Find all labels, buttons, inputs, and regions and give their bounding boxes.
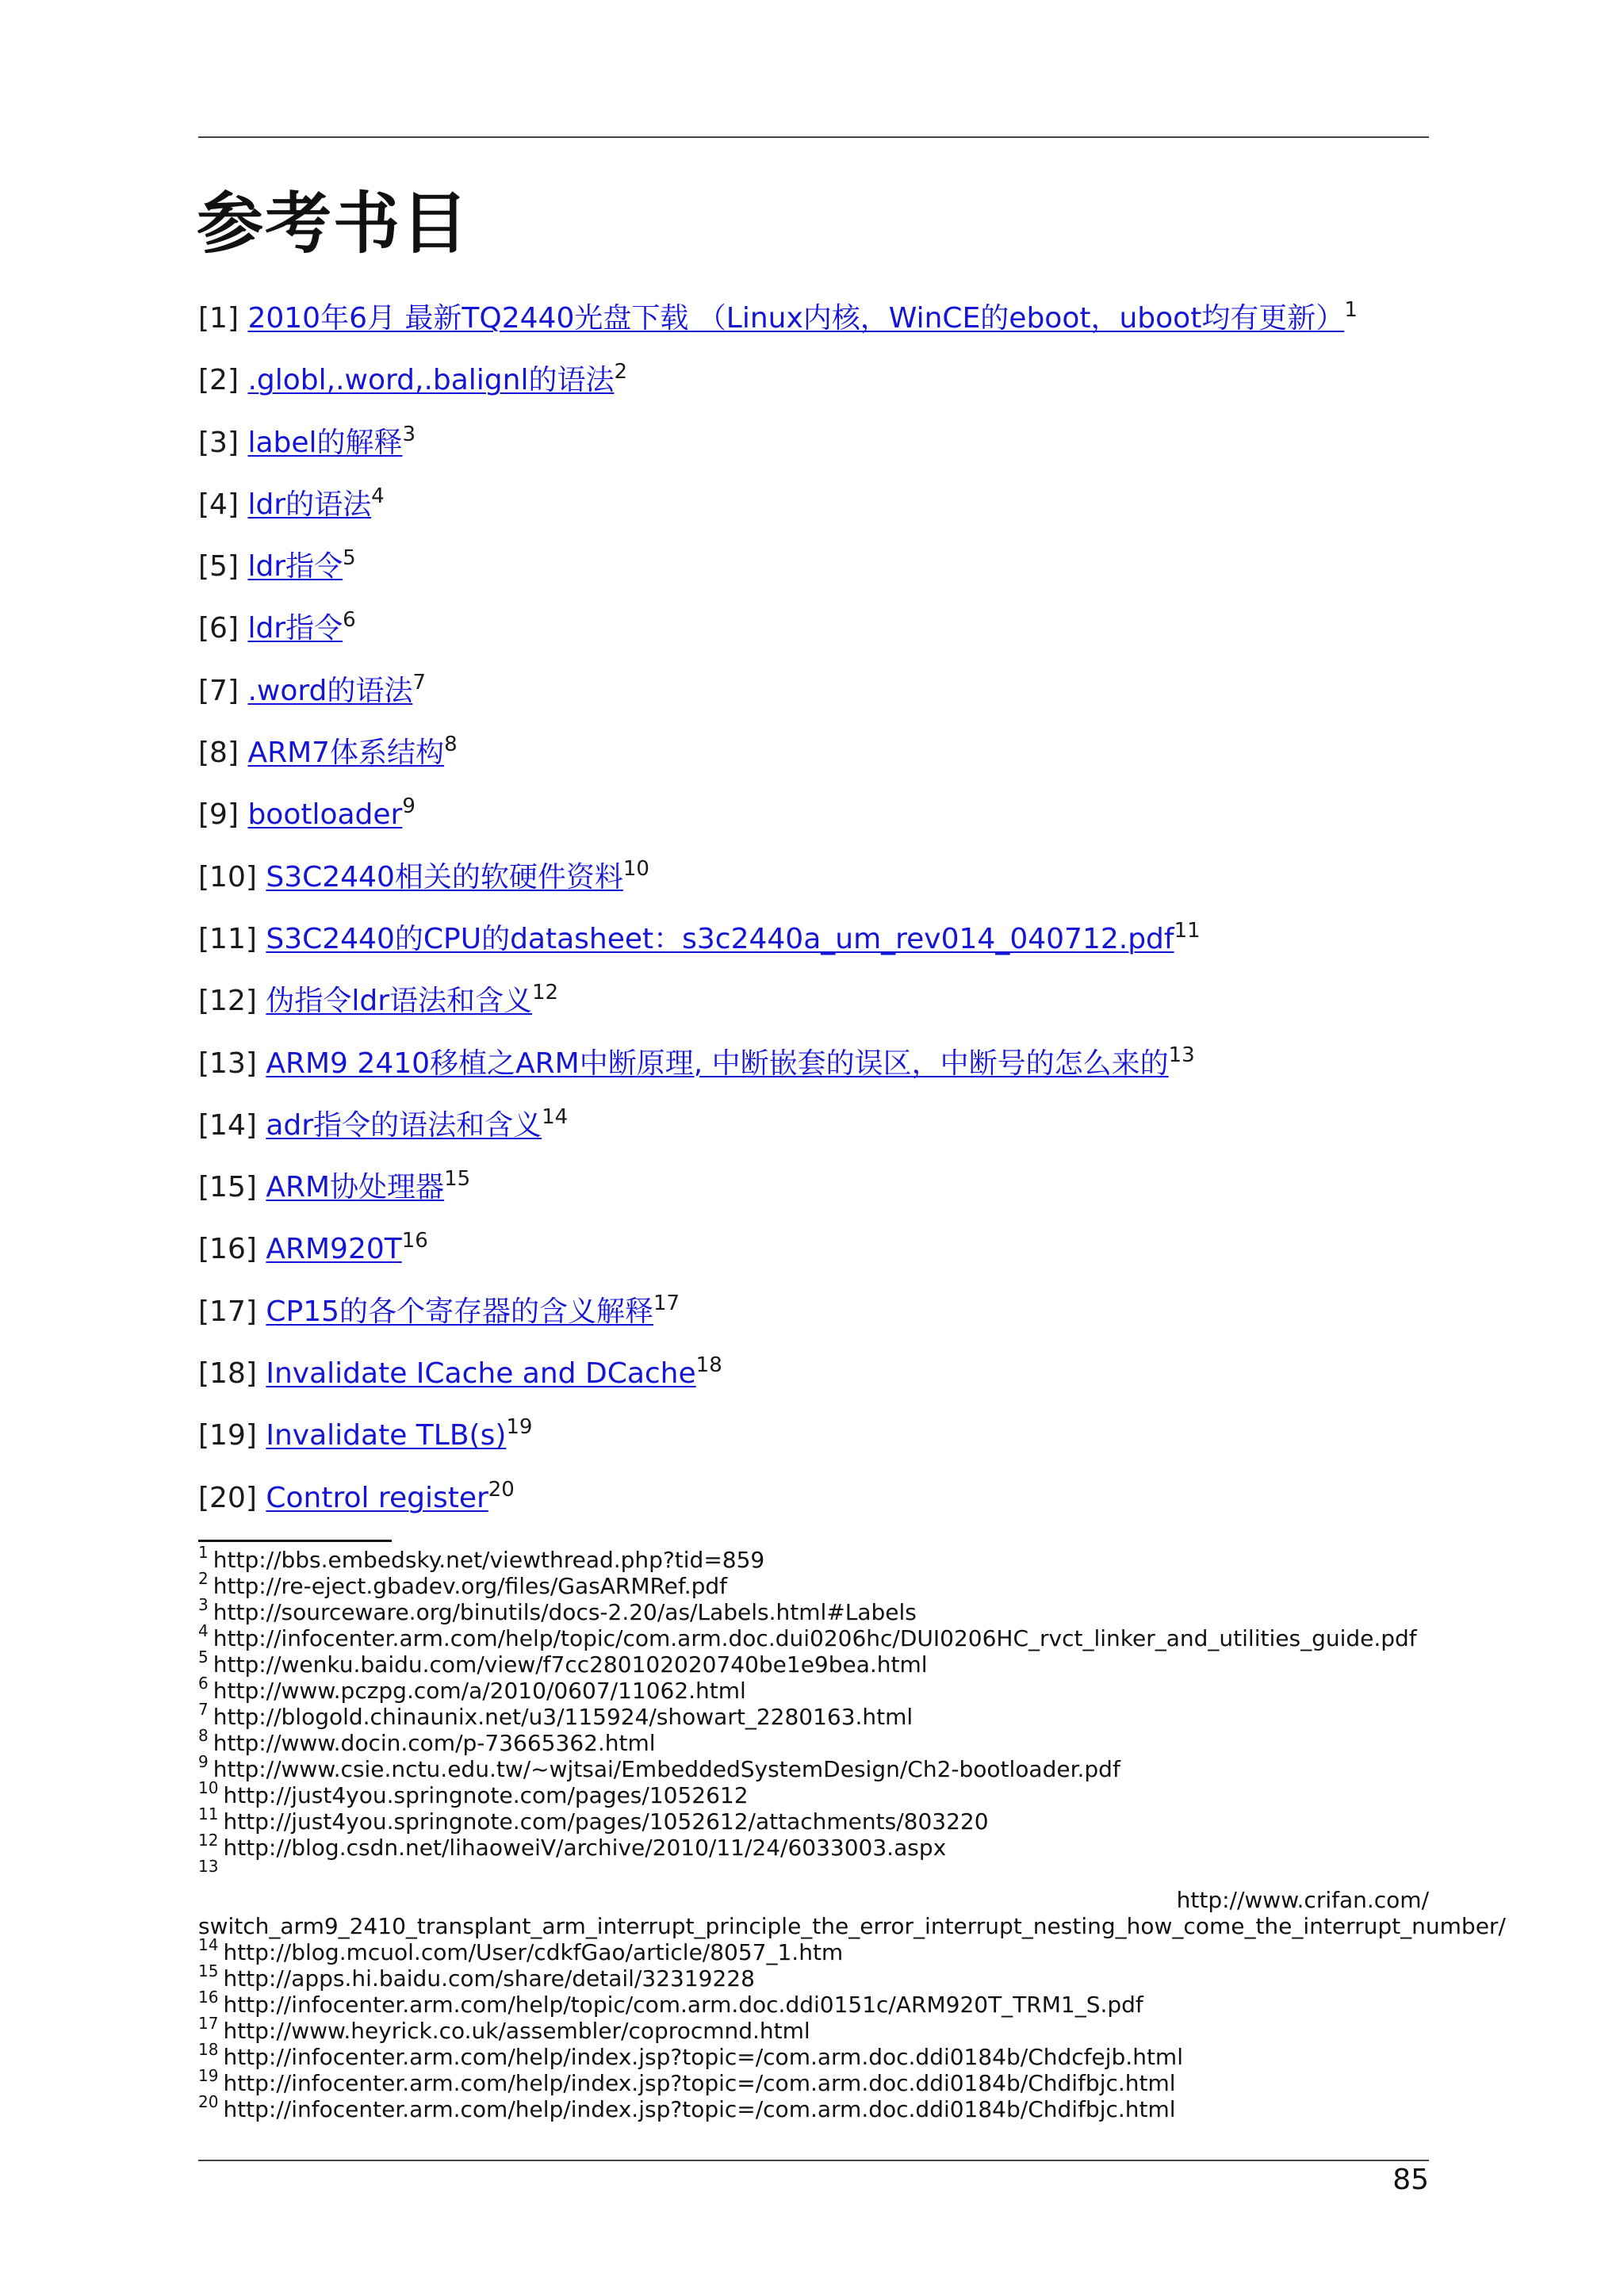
- footnote-marker[interactable]: 9: [402, 794, 416, 819]
- footnote-url[interactable]: http://blog.mcuol.com/User/cdkfGao/article/8057_1.htm: [223, 1939, 844, 1965]
- reference-link[interactable]: ldr的语法: [247, 488, 372, 521]
- footnote-marker[interactable]: 8: [444, 733, 458, 757]
- footnote-url[interactable]: http://infocenter.arm.com/help/topic/com.arm.doc.ddi0151c/ARM920T_TRM1_S.pdf: [223, 1992, 1143, 2018]
- reference-list: [198, 295, 1435, 1536]
- footnote-marker[interactable]: 19: [506, 1415, 533, 1440]
- footnote-number: 1: [198, 1543, 209, 1562]
- reference-number: [16]: [198, 1233, 257, 1266]
- reference-link[interactable]: CP15的各个寄存器的含义解释: [266, 1295, 654, 1328]
- footnote-url-line[interactable]: http://www.crifan.com/: [1176, 1887, 1429, 1913]
- reference-link[interactable]: 2010年6月 最新TQ2440光盘下载 （Linux内核，WinCE的eboot，uboot均有更新）: [247, 302, 1345, 335]
- reference-link[interactable]: S3C2440相关的软硬件资料: [266, 860, 623, 894]
- footnote-item: [198, 2014, 1429, 2044]
- footnote-url[interactable]: http://www.csie.nctu.edu.tw/~wjtsai/EmbeddedSystemDesign/Ch2-bootloader.pdf: [213, 1756, 1120, 1782]
- footnote-url[interactable]: http://bbs.embedsky.net/viewthread.php?tid=859: [213, 1547, 765, 1573]
- footnote-item: [198, 1961, 1429, 1992]
- reference-link[interactable]: Control register: [266, 1481, 488, 1514]
- footnote-number: 18: [198, 2040, 219, 2059]
- footnote-marker[interactable]: 20: [488, 1477, 515, 1502]
- reference-item: [198, 668, 1435, 729]
- footnote-number: 15: [198, 1961, 219, 1980]
- reference-number: [8]: [198, 737, 239, 770]
- footnote-item: [198, 1935, 1429, 1965]
- footer-rule: [198, 2160, 1429, 2161]
- footnote-url[interactable]: http://www.pczpg.com/a/2010/0607/11062.html: [213, 1678, 746, 1704]
- reference-link[interactable]: 伪指令ldr语法和含义: [266, 985, 533, 1018]
- footnote-item: [198, 1700, 1429, 1730]
- footnote-separator: [198, 1540, 392, 1542]
- reference-number: [12]: [198, 985, 257, 1018]
- footnote-marker[interactable]: 17: [653, 1291, 680, 1315]
- reference-item: [198, 1040, 1435, 1102]
- footnote-marker[interactable]: 14: [542, 1104, 569, 1129]
- footnote-number: 17: [198, 2014, 219, 2033]
- reference-item: [198, 729, 1435, 791]
- reference-number: [18]: [198, 1357, 257, 1391]
- reference-item: [198, 854, 1435, 916]
- reference-item: [198, 1226, 1435, 1288]
- footnote-item: [198, 1752, 1429, 1782]
- footnote-url[interactable]: http://infocenter.arm.com/help/index.jsp?topic=/com.arm.doc.ddi0184b/Chdifbjc.html: [223, 2070, 1176, 2096]
- footnote-number: 20: [198, 2092, 219, 2111]
- reference-number: [14]: [198, 1108, 257, 1142]
- reference-link[interactable]: ldr指令: [247, 612, 343, 645]
- footnote-item: [198, 1726, 1429, 1756]
- footnote-url[interactable]: http://www.heyrick.co.uk/assembler/coprocmnd.html: [223, 2018, 810, 2044]
- footnote-marker[interactable]: 4: [371, 484, 385, 508]
- footnote-number: 7: [198, 1700, 209, 1719]
- reference-number: [5]: [198, 550, 239, 584]
- reference-number: [1]: [198, 302, 239, 335]
- footnote-number: 13: [198, 1857, 219, 1876]
- reference-number: [4]: [198, 488, 239, 521]
- footnote-url[interactable]: http://just4you.springnote.com/pages/1052612/attachments/803220: [223, 1808, 989, 1835]
- footnote-item: [198, 1831, 1429, 1861]
- reference-link[interactable]: ARM协处理器: [266, 1171, 445, 1204]
- reference-number: [17]: [198, 1295, 257, 1328]
- reference-item: [198, 357, 1435, 419]
- reference-item: [198, 1164, 1435, 1226]
- page-number: 85: [1392, 2164, 1429, 2196]
- footnote-url[interactable]: http://sourceware.org/binutils/docs-2.20/as/Labels.html#Labels: [213, 1599, 917, 1625]
- reference-link[interactable]: label的解释: [247, 426, 403, 459]
- reference-item: [198, 543, 1435, 605]
- footnote-url[interactable]: http://blogold.chinaunix.net/u3/115924/showart_2280163.html: [213, 1704, 914, 1730]
- reference-number: [10]: [198, 860, 257, 894]
- reference-item: [198, 1412, 1435, 1474]
- footnote-number: 10: [198, 1778, 219, 1797]
- footnote-number: 5: [198, 1647, 209, 1667]
- reference-link[interactable]: ARM9 2410移植之ARM中断原理, 中断嵌套的误区，中断号的怎么来的: [266, 1047, 1169, 1080]
- reference-item: [198, 916, 1435, 978]
- reference-link[interactable]: Invalidate TLB(s): [266, 1419, 507, 1452]
- footnote-number: 9: [198, 1752, 209, 1771]
- footnote-item: [198, 1647, 1429, 1678]
- footnote-item: [198, 1778, 1429, 1808]
- reference-item: [198, 481, 1435, 543]
- reference-number: [9]: [198, 798, 239, 832]
- reference-link[interactable]: ARM920T: [266, 1233, 402, 1266]
- reference-number: [7]: [198, 674, 239, 707]
- header-rule: [198, 136, 1429, 138]
- reference-item: [198, 978, 1435, 1039]
- reference-link[interactable]: .word的语法: [247, 674, 413, 707]
- footnote-url[interactable]: http://wenku.baidu.com/view/f7cc280102020740be1e9bea.html: [213, 1651, 928, 1678]
- reference-item: [198, 791, 1435, 853]
- footnote-item: [198, 1621, 1429, 1651]
- footnote-marker[interactable]: 6: [343, 608, 356, 633]
- reference-item: [198, 1102, 1435, 1164]
- reference-item: [198, 295, 1435, 357]
- reference-number: [13]: [198, 1047, 257, 1080]
- reference-link[interactable]: ARM7体系结构: [247, 737, 445, 770]
- footnote-item: [198, 2092, 1429, 2122]
- reference-item: [198, 605, 1435, 667]
- reference-number: [20]: [198, 1481, 257, 1514]
- footnote-list: [198, 1543, 1506, 2122]
- footnote-url[interactable]: http://re-eject.gbadev.org/files/GasARMRef.pdf: [213, 1573, 728, 1599]
- footnote-item: [198, 1857, 1429, 1887]
- reference-number: [3]: [198, 426, 239, 459]
- reference-number: [11]: [198, 922, 257, 955]
- footnote-item: [198, 1804, 1429, 1835]
- reference-link[interactable]: bootloader: [247, 798, 403, 832]
- footnote-number: 12: [198, 1831, 219, 1850]
- reference-link[interactable]: adr指令的语法和含义: [266, 1108, 542, 1142]
- footnote-number: 16: [198, 1988, 219, 2007]
- footnote-marker[interactable]: 5: [343, 546, 356, 571]
- footnote-marker[interactable]: 10: [622, 856, 649, 881]
- footnote-item: [198, 1569, 1429, 1599]
- footnote-marker[interactable]: 1: [1344, 298, 1358, 322]
- footnote-number: 19: [198, 2066, 219, 2085]
- footnote-number: 8: [198, 1726, 209, 1745]
- footnote-number: 4: [198, 1621, 209, 1640]
- footnote-marker[interactable]: 2: [614, 360, 628, 385]
- footnote-marker[interactable]: 7: [412, 670, 426, 695]
- footnote-number: 6: [198, 1674, 209, 1693]
- footnote-number: 11: [198, 1804, 219, 1823]
- footnote-marker[interactable]: 13: [1168, 1043, 1195, 1067]
- footnote-number: 14: [198, 1935, 219, 1954]
- footnote-item: [198, 1595, 1429, 1625]
- reference-number: [2]: [198, 364, 239, 397]
- footnote-number: 2: [198, 1569, 209, 1588]
- footnote-url[interactable]: http://infocenter.arm.com/help/index.jsp?topic=/com.arm.doc.ddi0184b/Chdifbjc.html: [223, 2096, 1176, 2122]
- footnote-url-line[interactable]: switch_arm9_2410_transplant_arm_interrupt_principle_the_error_interrupt_nesting_how_come_the_interrupt_number/: [198, 1913, 1506, 1939]
- footnote-marker[interactable]: 11: [1174, 918, 1201, 943]
- footnote-item: [198, 2040, 1429, 2070]
- reference-item: [198, 419, 1435, 481]
- footnote-marker[interactable]: 18: [695, 1353, 722, 1378]
- reference-item: [198, 1288, 1435, 1350]
- footnote-marker[interactable]: 3: [402, 422, 416, 446]
- footnote-url[interactable]: http://apps.hi.baidu.com/share/detail/32319228: [223, 1965, 755, 1992]
- footnote-item: [198, 1988, 1429, 2018]
- footnote-marker[interactable]: 12: [532, 981, 559, 1005]
- footnote-url[interactable]: http://infocenter.arm.com/help/topic/com.arm.doc.dui0206hc/DUI0206HC_rvct_linker_and_utilities_guide.pdf: [213, 1625, 1417, 1651]
- reference-link[interactable]: ldr指令: [247, 550, 343, 584]
- footnote-url[interactable]: http://infocenter.arm.com/help/index.jsp?topic=/com.arm.doc.ddi0184b/Chdcfejb.html: [223, 2044, 1183, 2070]
- page-title: 参考书目: [197, 185, 470, 262]
- footnote-marker[interactable]: 15: [444, 1167, 471, 1192]
- footnote-item: [198, 2066, 1429, 2096]
- reference-item: [198, 1475, 1435, 1536]
- reference-link[interactable]: Invalidate ICache and DCache: [266, 1357, 696, 1391]
- footnote-url[interactable]: http://blog.csdn.net/lihaoweiV/archive/2010/11/24/6033003.aspx: [223, 1835, 947, 1861]
- reference-link[interactable]: .globl,.word,.balignl的语法: [247, 364, 615, 397]
- reference-number: [15]: [198, 1171, 257, 1204]
- reference-link[interactable]: S3C2440的CPU的datasheet：s3c2440a_um_rev014_040712.pdf: [266, 922, 1174, 955]
- footnote-url[interactable]: http://www.docin.com/p-73665362.html: [213, 1730, 656, 1756]
- footnote-item: [198, 1543, 1429, 1573]
- footnote-marker[interactable]: 16: [401, 1229, 428, 1253]
- reference-item: [198, 1350, 1435, 1412]
- footnote-number: 3: [198, 1595, 209, 1614]
- footnote-item: [198, 1674, 1429, 1704]
- reference-number: [6]: [198, 612, 239, 645]
- reference-number: [19]: [198, 1419, 257, 1452]
- footnote-url[interactable]: http://just4you.springnote.com/pages/1052612: [223, 1782, 749, 1808]
